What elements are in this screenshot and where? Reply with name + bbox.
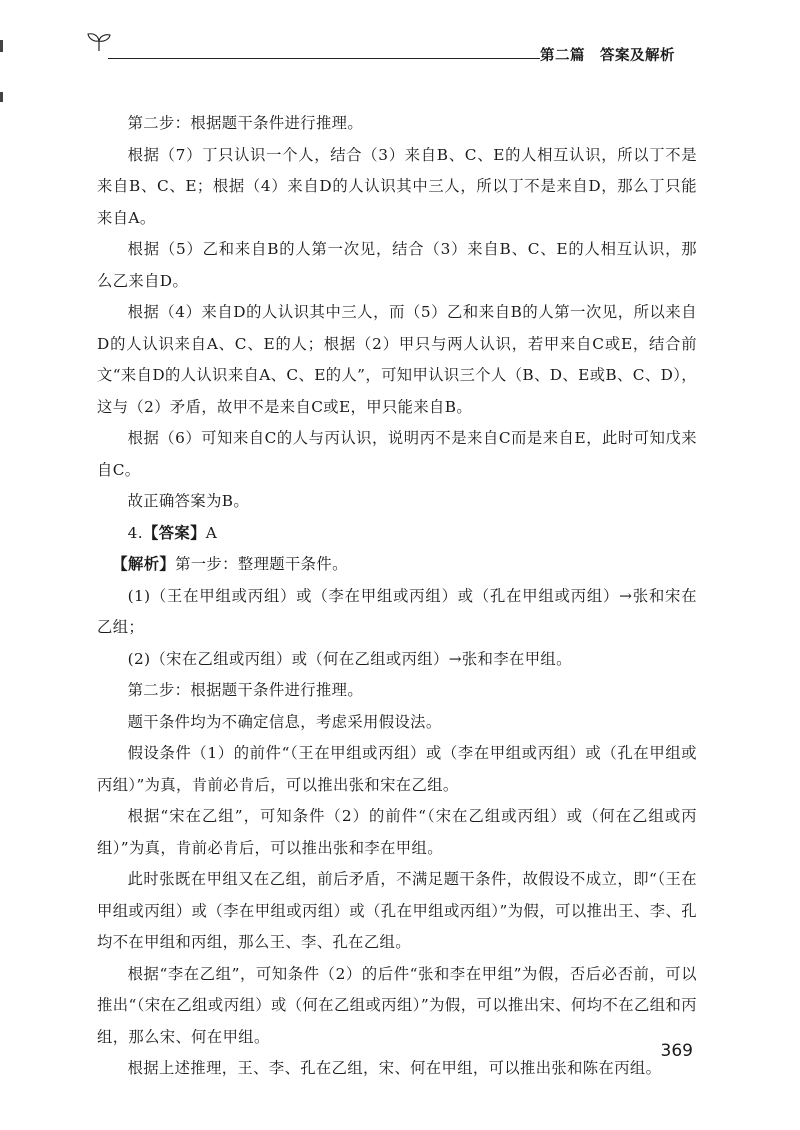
question-number: 4. (127, 523, 143, 542)
paragraph: 根据“李在乙组”，可知条件（2）的后件“张和李在甲组”为假，否后必否前，可以推出“（宋在乙组或丙组）或（何在乙组或丙组）”为假，可以推出宋、何均不在乙组和丙组，那么宋、何在甲组。 (97, 964, 697, 1046)
section-title: 第二篇 答案及解析 (540, 48, 675, 64)
paragraph: 第二步：根据题干条件进行推理。 (127, 114, 364, 132)
page-number: 369 (660, 1041, 693, 1061)
paragraph: 故正确答案为B。 (127, 492, 250, 510)
paragraph: 根据（6）可知来自C的人与丙认识，说明丙不是来自C而是来自E，此时可知戊来自C。 (97, 429, 697, 479)
paragraph: 根据（7）丁只认识一个人，结合（3）来自B、C、E的人相互认识，所以丁不是来自B、C、E；根据（4）来自D的人认识其中三人，所以丁不是来自D，那么丁只能来自A。 (97, 145, 697, 227)
paragraph: 假设条件（1）的前件“（王在甲组或丙组）或（李在甲组或丙组）或（孔在甲组或丙组）”为真，肯前必肯后，可以推出张和宋在乙组。 (97, 744, 697, 794)
paragraph: 根据（4）来自D的人认识其中三人，而（5）乙和来自B的人第一次见，所以来自D的人认识来自A、C、E的人；根据（2）甲只与两人认识，若甲来自C或E，结合前文“来自D的人认识来自A、C、E的人”，可知甲认识三个人（B、D、E或B、C、D），这与（2）矛盾，故甲不是来自C或E，甲只能来自B。 (97, 303, 697, 416)
paragraph: 题干条件均为不确定信息，考虑采用假设法。 (127, 712, 442, 731)
page-header (80, 30, 710, 70)
paragraph: 根据（5）乙和来自B的人第一次见，结合（3）来自B、C、E的人相互认识，那么乙来自D。 (97, 240, 697, 290)
analysis-tag: 【解析】 (112, 555, 176, 573)
header-rule (108, 58, 540, 59)
page-content (97, 108, 697, 1085)
answer-tag: 【答案】 (143, 523, 206, 542)
sprout-leaf-icon (86, 32, 112, 52)
paragraph: (2)（宋在乙组或丙组）或（何在乙组或丙组）→张和李在甲组。 (127, 649, 572, 668)
analysis-text: 第一步：整理题干条件。 (175, 555, 348, 573)
paragraph: 根据“宋在乙组”，可知条件（2）的前件“（宋在乙组或丙组）或（何在乙组或丙组）”为真，肯前必肯后，可以推出张和李在甲组。 (97, 807, 697, 857)
paragraph: (1)（王在甲组或丙组）或（李在甲组或丙组）或（孔在甲组或丙组）→张和宋在乙组； (97, 586, 697, 636)
question-4-answer (97, 518, 697, 550)
question-4-analysis (97, 549, 697, 581)
scan-edge-mark (0, 40, 3, 52)
scan-edge-mark (0, 92, 3, 102)
paragraph: 第二步：根据题干条件进行推理。 (127, 681, 364, 699)
paragraph: 根据上述推理，王、李、孔在乙组，宋、何在甲组，可以推出张和陈在丙组。 (127, 1059, 662, 1077)
paragraph: 此时张既在甲组又在乙组，前后矛盾，不满足题干条件，故假设不成立，即“（王在甲组或丙组）或（李在甲组或丙组）或（孔在甲组或丙组）”为假，可以推出王、李、孔均不在甲组和丙组，那么王、李、孔在乙组。 (97, 870, 697, 951)
answer-value: A (205, 523, 218, 542)
